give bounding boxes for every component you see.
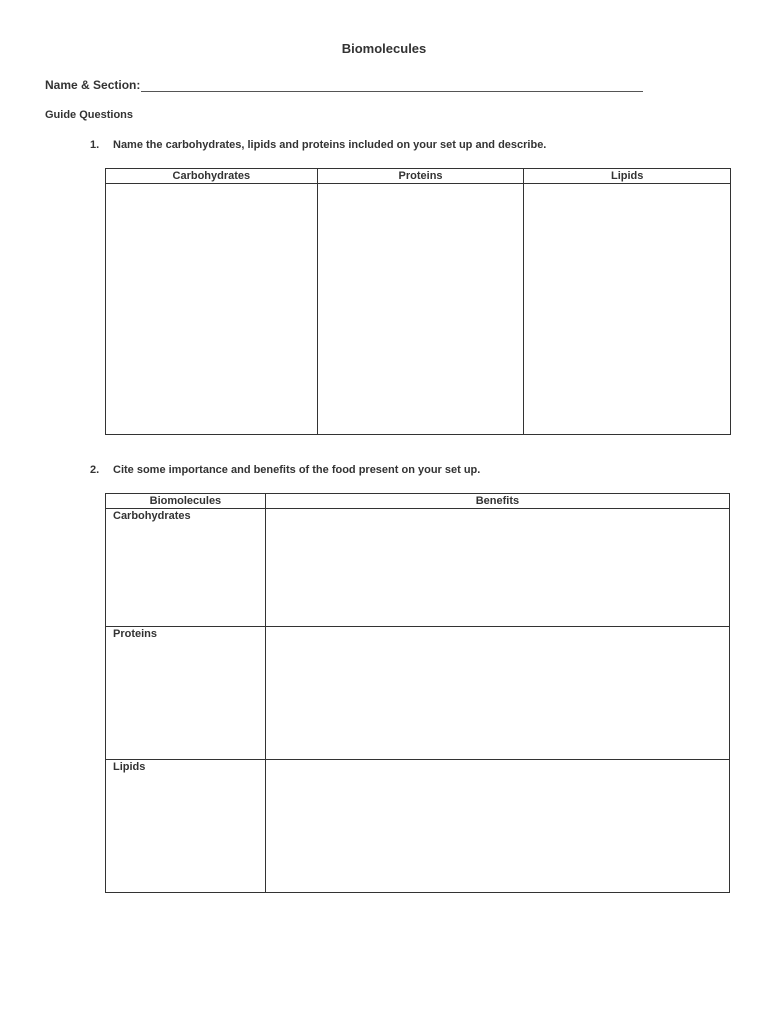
header-carbohydrates: Carbohydrates xyxy=(106,169,318,184)
header-biomolecules: Biomolecules xyxy=(106,494,266,509)
question-1-text: Name the carbohydrates, lipids and proteins included on your set up and describe. xyxy=(113,139,547,151)
carbohydrates-benefits-cell[interactable] xyxy=(265,509,729,627)
header-lipids: Lipids xyxy=(524,169,731,184)
name-section-label: Name & Section: xyxy=(45,78,141,92)
benefits-table xyxy=(105,493,730,893)
question-2-text: Cite some importance and benefits of the food present on your set up. xyxy=(113,464,481,476)
name-section-blank[interactable] xyxy=(141,78,643,92)
biomolecule-list-table xyxy=(105,168,731,435)
table-row xyxy=(106,509,730,627)
question-1-number: 1. xyxy=(90,139,100,151)
header-benefits: Benefits xyxy=(265,494,729,509)
name-section-line xyxy=(45,78,643,92)
table-header-row xyxy=(106,169,731,184)
question-1 xyxy=(90,139,546,151)
header-proteins: Proteins xyxy=(317,169,524,184)
row-label-carbohydrates: Carbohydrates xyxy=(106,509,266,627)
table-row xyxy=(106,627,730,760)
table-header-row xyxy=(106,494,730,509)
table-row xyxy=(106,760,730,893)
guide-questions-heading: Guide Questions xyxy=(45,109,134,121)
row-label-proteins: Proteins xyxy=(106,627,266,760)
carbohydrates-cell[interactable] xyxy=(106,184,318,435)
question-2 xyxy=(90,464,480,476)
page-title: Biomolecules xyxy=(341,41,427,56)
proteins-cell[interactable] xyxy=(317,184,524,435)
question-2-number: 2. xyxy=(90,464,100,476)
lipids-cell[interactable] xyxy=(524,184,731,435)
lipids-benefits-cell[interactable] xyxy=(265,760,729,893)
table-row xyxy=(106,184,731,435)
proteins-benefits-cell[interactable] xyxy=(265,627,729,760)
row-label-lipids: Lipids xyxy=(106,760,266,893)
